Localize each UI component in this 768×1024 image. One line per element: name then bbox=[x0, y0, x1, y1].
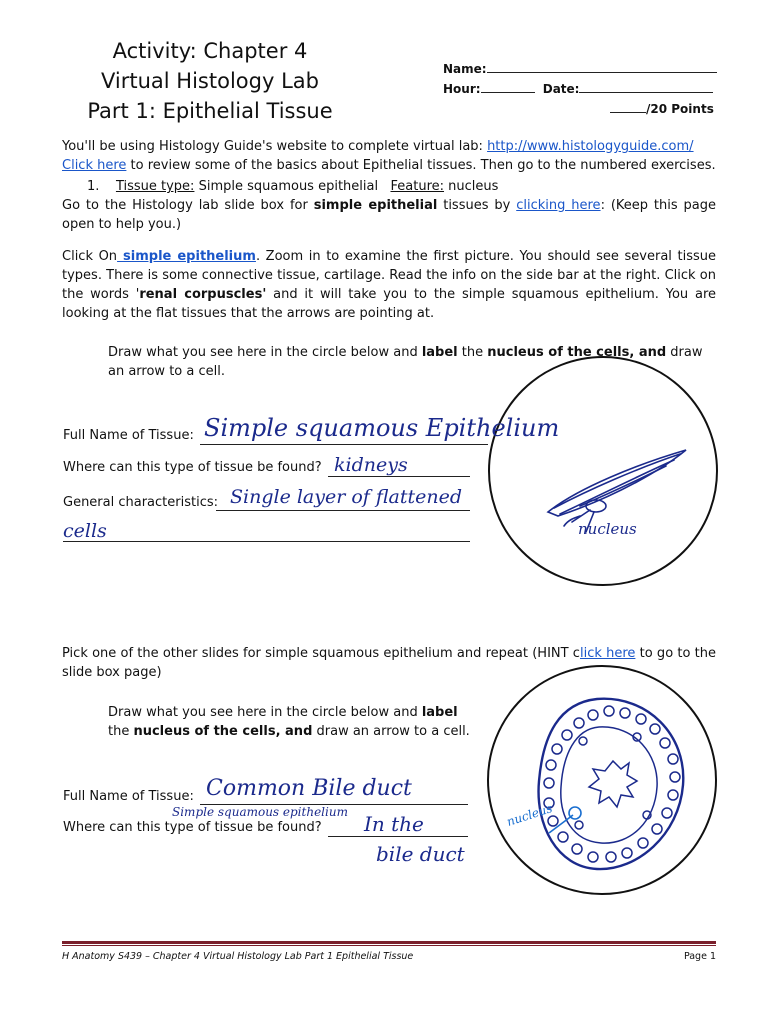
exercise-number: 1. bbox=[87, 179, 100, 194]
hour-label: Hour: bbox=[443, 82, 481, 96]
points-label: /20 Points bbox=[646, 102, 714, 116]
title-line-1: Activity: Chapter 4 bbox=[112, 39, 308, 63]
draw2-bold: nucleus of the cells, and bbox=[133, 724, 313, 739]
general-answer-1: Single layer of flattened bbox=[230, 486, 463, 508]
points-field bbox=[610, 100, 714, 116]
p2-text-a: Click On bbox=[62, 249, 118, 264]
hour-date-field[interactable] bbox=[443, 80, 713, 96]
date-label: Date: bbox=[542, 82, 580, 96]
click-here-link-2[interactable]: lick here bbox=[579, 646, 636, 661]
where-line-1 bbox=[328, 476, 470, 477]
footer-left: H Anatomy S439 – Chapter 4 Virtual Histology Lab Part 1 Epithelial Tissue bbox=[62, 951, 414, 962]
title-line-3: Part 1: Epithelial Tissue bbox=[87, 99, 333, 123]
p2-text-c: and it will take you to the simple squamous epithelium. You are looking at the flat tissues that the arrows are pointing at. bbox=[62, 287, 716, 321]
draw-bold: nucleus of the cells, and bbox=[487, 345, 667, 360]
draw2-text-b: the bbox=[108, 724, 134, 739]
draw-text-b: the bbox=[457, 345, 488, 360]
footer-rule-thin bbox=[62, 945, 716, 946]
bile-duct-sketch bbox=[487, 665, 717, 895]
where-line-2 bbox=[328, 836, 468, 837]
full-name-label-2: Full Name of Tissue: bbox=[63, 789, 194, 804]
intro-after-click: to review some of the basics about Epithelial tissues. Then go to the numbered exercises. bbox=[126, 158, 716, 173]
pick-text-b: to go to the slide box page) bbox=[62, 646, 717, 680]
click-on-paragraph bbox=[62, 247, 716, 323]
general-label-1: General characteristics: bbox=[63, 495, 219, 510]
squamous-sketch bbox=[488, 356, 718, 586]
points-line bbox=[610, 100, 646, 113]
general-line-2 bbox=[63, 541, 470, 542]
footer-rule bbox=[62, 941, 716, 944]
draw-label-bold: label bbox=[421, 345, 458, 360]
where-label-2: Where can this type of tissue be found? bbox=[63, 820, 322, 835]
draw2-text-c: draw an arrow to a cell. bbox=[312, 724, 470, 739]
goto-text-c: : (Keep this page open to help you.) bbox=[62, 198, 716, 232]
clicking-here-link[interactable]: clicking here bbox=[516, 198, 601, 213]
general-answer-1b: cells bbox=[63, 520, 107, 542]
draw-text-a: Draw what you see here in the circle below and bbox=[108, 345, 422, 360]
feature-label: Feature: bbox=[390, 179, 445, 194]
full-name-answer-2: Common Bile duct bbox=[206, 776, 412, 801]
where-answer-2: In the bbox=[364, 812, 424, 836]
p2-bold: renal corpuscles' bbox=[139, 287, 267, 302]
goto-text-b: tissues by bbox=[437, 198, 517, 213]
name-field[interactable] bbox=[443, 60, 717, 76]
hour-line bbox=[481, 80, 535, 93]
goto-bold: simple epithelial bbox=[313, 198, 438, 213]
general-line-1 bbox=[216, 510, 470, 511]
name-line bbox=[487, 60, 717, 73]
where-answer-1: kidneys bbox=[334, 454, 408, 476]
draw-text-c: draw an arrow to a cell. bbox=[108, 345, 703, 379]
click-here-link[interactable]: Click here bbox=[62, 158, 127, 173]
full-name-answer-1: Simple squamous Epithelium bbox=[204, 414, 560, 442]
goto-paragraph bbox=[62, 196, 716, 234]
drawing-label-2: nucleus bbox=[504, 801, 555, 829]
intro-text: You'll be using Histology Guide's website to complete virtual lab: bbox=[62, 139, 483, 154]
draw-instructions-2 bbox=[108, 703, 478, 741]
page-title bbox=[40, 36, 380, 126]
tissue-type-value: Simple squamous epithelial bbox=[198, 179, 379, 194]
footer-page: Page 1 bbox=[683, 951, 716, 962]
date-line bbox=[579, 80, 713, 93]
histology-guide-link[interactable]: http://www.histologyguide.com/ bbox=[487, 139, 694, 154]
where-label-1: Where can this type of tissue be found? bbox=[63, 460, 322, 475]
intro-paragraph bbox=[62, 137, 716, 175]
drawing-label-1: nucleus bbox=[578, 520, 637, 538]
exercise-1-heading bbox=[87, 177, 687, 196]
full-name-label-1: Full Name of Tissue: bbox=[63, 428, 194, 443]
name-label: Name: bbox=[443, 62, 487, 76]
tissue-type-label: Tissue type: bbox=[115, 179, 195, 194]
p2-text-b: . Zoom in to examine the first picture. You should see several tissue types. There is some connective tissue, cartilage. Read the info on the side bar at the right. Click on the words ' bbox=[62, 249, 716, 302]
simple-epithelium-link[interactable]: simple epithelium bbox=[117, 249, 256, 264]
title-line-2: Virtual Histology Lab bbox=[101, 69, 319, 93]
where-answer-2b: bile duct bbox=[376, 842, 465, 866]
full-name-line-1 bbox=[200, 444, 488, 445]
feature-value: nucleus bbox=[448, 179, 499, 194]
pick-text-a: Pick one of the other slides for simple squamous epithelium and repeat (HINT c bbox=[62, 646, 580, 661]
draw2-label-bold: label bbox=[421, 705, 458, 720]
goto-text-a: Go to the Histology lab slide box for bbox=[62, 198, 314, 213]
note-answer-2: Simple squamous epithelium bbox=[172, 805, 348, 819]
draw2-text-a: Draw what you see here in the circle below and bbox=[108, 705, 422, 720]
